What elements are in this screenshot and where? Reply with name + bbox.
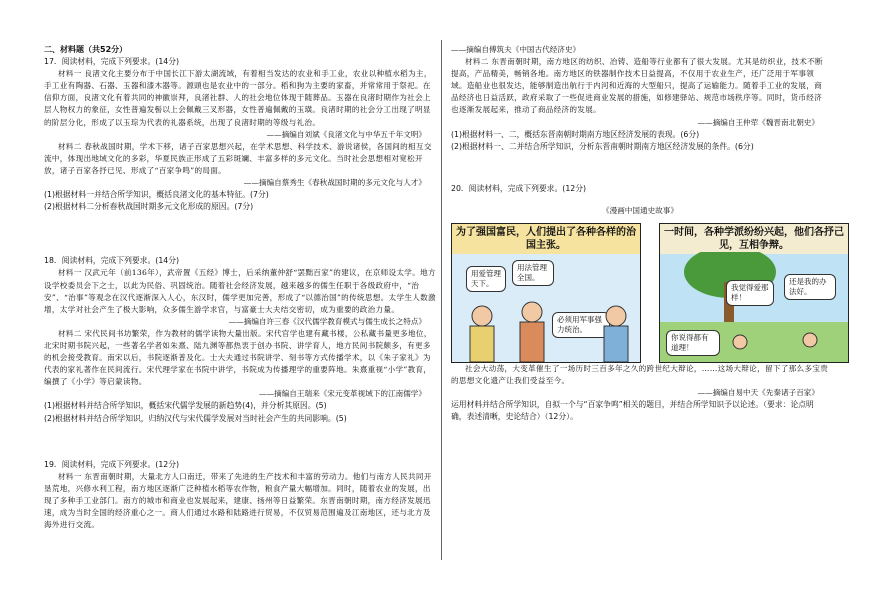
q17-task2: (2)根据材料二分析春秋战国时期多元文化形成的原因。(7分)	[44, 202, 254, 212]
panel1-bubble-3: 必须用军事强力统治。	[552, 312, 610, 338]
panel2-bubble-1: 我觉得爱那样！	[726, 280, 774, 306]
q18-material1: 材料一 汉武元年（前136年），武帝置《五经》博士，后采纳董仲舒“罢黜百家”的建议，在京师设太学。地方设学校委员会下之士，以此为民俗、巩固统治。随着社会经济发展，越来越多的儒生任职于各级政府中，“治安”、“治事”等观念在汉代逐渐深入人心，东汉时，儒学更加完善，形成了“以德治国”的传统思想。太学生人数激增，太学对社会产生了极大影响，众多儒生游学求官，与富豪士大夫结交密切，成为重要的政治力量。	[44, 268, 436, 314]
column-divider	[441, 40, 442, 560]
panel1-figures-illustration	[452, 284, 640, 362]
panel2-bubble-3: 你说得都有道理！	[666, 330, 720, 356]
q18-prompt: 18．阅读材料，完成下列要求。(14分)	[44, 256, 180, 266]
q19-task2: (2)根据材料一、二并结合所学知识，分析东晋南朝时期南方地区经济发展的条件。(6分)	[451, 141, 754, 151]
q17-material2: 材料二 春秋战国时期，学术下移，诸子百家思想兴起，在学术思想、科学技术、游说诸侯，各国间的相互交流中，体现出地域文化的多彩，华夏民族正形成了五彩斑斓、丰富多样的多元文化。当时社会思想相对宽松开放，诸子百家各抒已见、形成了“百家争鸣”的局面。	[44, 141, 432, 175]
panel1-bubble-1: 用爱管理天下。	[466, 266, 506, 292]
comic-panel-1	[451, 223, 641, 363]
q19-material2: 材料二 东晋南朝时期，南方地区的纺织、冶铸、造船等行业都有了很大发展。尤其是纺织业，技术不断提高，产品精美，畅销各地。南方地区的铁器制作技术日益提高，不仅用于农业生产，还广泛用于军事领域。造船业也很发达，能够制造出航行于内河和近海的大型船只，提高了运输能力。随着手工业的发展，商品经济也日益活跃，政府采取了一些促进商业发展的措施，如修建驿站、规范市场秩序等。同时，货币经济也逐渐发展起来，推动了商品经济的发展。	[451, 57, 823, 115]
comic-title: 《漫画中国通史故事》	[602, 205, 678, 215]
q19-source1: ——摘编自傅筑夫《中国古代经济史》	[451, 45, 581, 54]
q17-source1: ——摘编自刘斌《良渚文化与中华五千年文明》	[266, 129, 426, 139]
q18-task1: (1)根据材料并结合所学知识，概括宋代儒学发展的新趋势(4)，并分析其原因。(5)	[44, 401, 327, 411]
q17-material1: 材料一 良渚文化主要分布于中国长江下游太湖流域，有着相当发达的农业和手工业，农业以种植水稻为主，手工业有陶器、石器、玉器和漆木器等。源頭也是农业中的一部分。稻和狗为主要的家畜，并常常用于祭祀。在信仰方面，良渚文化有着共同的神徽崇拜，良渚社群、人的社会地位体现于随葬品。玉器在良渚时期作为社会上层人物权力的象征，女性普遍发髻以上会佩戴三叉形器，女性普遍佩戴的玉璜。良渚时期的社会分工出现了明显的阶层分化，形成了以玉琮为代表的礼器系统，出现了良渚时期的等级与礼治。	[44, 69, 432, 127]
q20-prompt: 20．阅读材料，完成下列要求。(12分)	[451, 183, 587, 193]
q19-material1: 材料一 东晋南朝时期，大量北方人口南迁，带来了先进的生产技术和丰富的劳动力。他们与南方人民共同开垦荒地，兴修水利工程，南方地区逐渐广泛种植水稻等农作物，粮食产量大幅增加。同时，随着农业的发展，出现了多种手工业部门。南方的城市和商业也发展起来，建康、扬州等日益繁荣。东晋南朝时期，南方经济发展迅速，成为当时全国的经济重心之一。商人们通过水路和陆路进行贸易，不仅贸易范围遍及江南地区，还与北方及海外进行交流。	[44, 471, 432, 530]
q19-task1: (1)根据材料一、二，概括东晋南朝时期南方地区经济发展的表现。(6分)	[451, 129, 700, 139]
q18-task2: (2)根据材料并结合所学知识，归纳汉代与宋代儒学发展对当时社会产生的共同影响。(5)	[44, 413, 347, 423]
comic-panel-2	[659, 223, 849, 363]
q20-task: 运用材料并结合所学知识，自拟一个与“百家争鸣”相关的题目，并结合所学知识予以论述。（要求：论点明确，表述清晰，史论结合）（12分）。	[451, 400, 814, 422]
panel1-bubble-2: 用法管理全国。	[512, 260, 554, 286]
q17-source2: ——摘编自蔡秀生《春秋战国时期的多元文化与人才》	[243, 178, 426, 188]
q20-material: 社会大动荡，大变革催生了一场历时三百多年之久的跨世纪大辩论，……这场大辩论，留下了那么多宝贵的思想文化遗产让我们受益至今。	[451, 364, 829, 386]
q18-source1: ——摘编自许三春《汉代儒学教育模式与儒生成长之特点》	[228, 316, 426, 326]
q17-prompt: 17．阅读材料，完成下列要求。(14分)	[44, 57, 180, 67]
left-column	[44, 44, 436, 531]
q20-source: ——摘编自易中天《先秦诸子百家》	[697, 388, 819, 398]
panel2-caption: 一时间，各种学派纷纷兴起，他们各抒己见，互相争辩。	[660, 224, 848, 254]
spacer	[451, 153, 829, 183]
q18-source2: ——摘编自王瑞来《宋元变革视域下的江南儒学》	[258, 389, 426, 399]
q19-source2: ——摘编自王仲荦《魏晋南北朝史》	[697, 117, 819, 127]
comic-strip	[451, 223, 844, 363]
spacer	[44, 425, 436, 459]
q19-prompt: 19．阅读材料，完成下列要求。(12分)	[44, 459, 180, 469]
right-column	[451, 44, 844, 424]
panel2-bubble-2: 还是我的办法好。	[784, 274, 836, 300]
spacer	[44, 213, 436, 255]
section-title: 二、材料题（共52分）	[44, 45, 128, 54]
q17-task1: (1)根据材料一并结合所学知识，概括良渚文化的基本特征。(7分)	[44, 190, 269, 200]
q18-material2: 材料二 宋代民间书坊繁荣，作为教材的儒学读物大量出版。宋代官学也建有藏书楼，公私藏书量更多地位，北宋时期书院兴起，一些著名学者如朱熹、陆九渊等都热衷于创办书院、讲学育人，地方民间书院颇多，有更多的机会接受教育。南宋以后，书院逐渐普及化。士大夫通过书院讲学、刻书等方式传播学术，以《朱子家礼》为代表的家礼著作在民间流行。宋代理学家在书院中讲学，书院成为传播理学的重要阵地。朱熹重视“小学”教育，编撰了《小学》等启蒙读物。	[44, 328, 432, 387]
panel1-caption: 为了强国富民，人们提出了各种各样的治国主张。	[452, 224, 640, 254]
